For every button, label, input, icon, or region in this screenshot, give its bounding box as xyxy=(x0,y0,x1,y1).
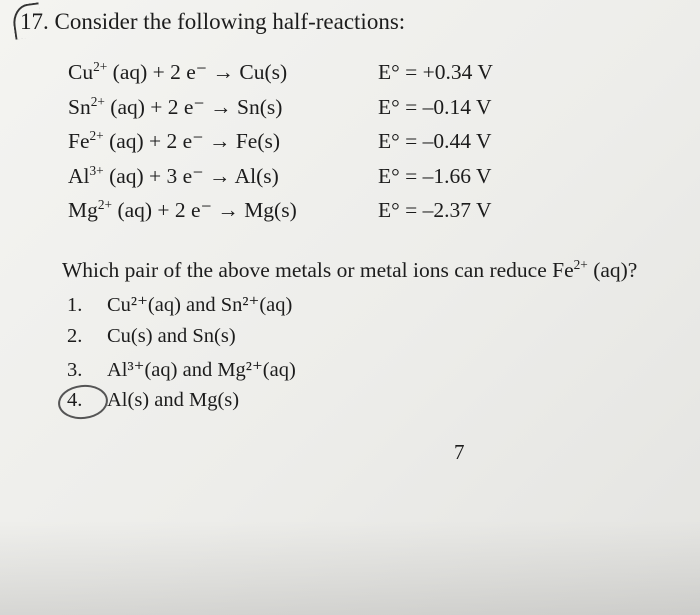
potential-mg: E° = –2.37 V xyxy=(378,198,492,222)
reaction-charge: 3+ xyxy=(89,162,104,178)
reaction-cu xyxy=(68,60,287,85)
prompt-tail: (aq)? xyxy=(587,258,638,282)
reaction-species: Fe xyxy=(68,129,90,153)
reaction-species: Al xyxy=(68,164,90,188)
option-text: Cu(s) and Sn(s) xyxy=(107,325,236,347)
reaction-sn xyxy=(68,95,282,120)
reaction-species: Mg xyxy=(68,198,98,222)
option-number: 3. xyxy=(67,359,83,381)
potential-sn: E° = –0.14 V xyxy=(378,95,492,119)
prompt-text: Which pair of the above metals or metal ions can reduce Fe xyxy=(62,258,574,282)
reaction-mg xyxy=(68,198,297,223)
option-text: Al(s) and Mg(s) xyxy=(107,389,240,411)
reaction-fe xyxy=(68,129,280,154)
potential-cu: E° = +0.34 V xyxy=(378,60,493,84)
question-prompt xyxy=(62,258,637,283)
reaction-equation: (aq) + 2 e⁻ → Sn(s) xyxy=(104,95,283,119)
reaction-charge: 2+ xyxy=(90,93,105,109)
reaction-equation: (aq) + 2 e⁻ → Cu(s) xyxy=(107,60,288,84)
reaction-species: Cu xyxy=(68,60,94,84)
reaction-charge: 2+ xyxy=(97,196,113,212)
reaction-al xyxy=(68,164,279,189)
question-number: 17 xyxy=(20,9,43,34)
question-title-text: . Consider the following half-reactions: xyxy=(43,9,406,34)
option-3[interactable] xyxy=(67,357,296,382)
photo-shadow xyxy=(0,520,700,615)
potential-al: E° = –1.66 V xyxy=(378,164,492,188)
option-number: 1. xyxy=(67,294,83,316)
option-text: Cu²⁺(aq) and Sn²⁺(aq) xyxy=(107,294,293,316)
potential-fe: E° = –0.44 V xyxy=(378,129,492,153)
prompt-charge: 2+ xyxy=(573,256,588,272)
reaction-charge: 2+ xyxy=(93,58,108,74)
reaction-species: Sn xyxy=(68,95,91,119)
handwritten-note: 7 xyxy=(454,440,465,464)
question-title xyxy=(20,9,405,35)
option-1[interactable] xyxy=(67,292,292,317)
reaction-equation: (aq) + 2 e⁻ → Fe(s) xyxy=(103,129,281,153)
option-2[interactable] xyxy=(67,325,236,348)
option-text: Al³⁺(aq) and Mg²⁺(aq) xyxy=(107,359,296,381)
option-number: 4. xyxy=(67,389,83,411)
reaction-equation: (aq) + 2 e⁻ → Mg(s) xyxy=(112,198,297,222)
option-number: 2. xyxy=(67,325,83,347)
reaction-equation: (aq) + 3 e⁻ → Al(s) xyxy=(103,164,279,188)
reaction-charge: 2+ xyxy=(89,127,104,143)
